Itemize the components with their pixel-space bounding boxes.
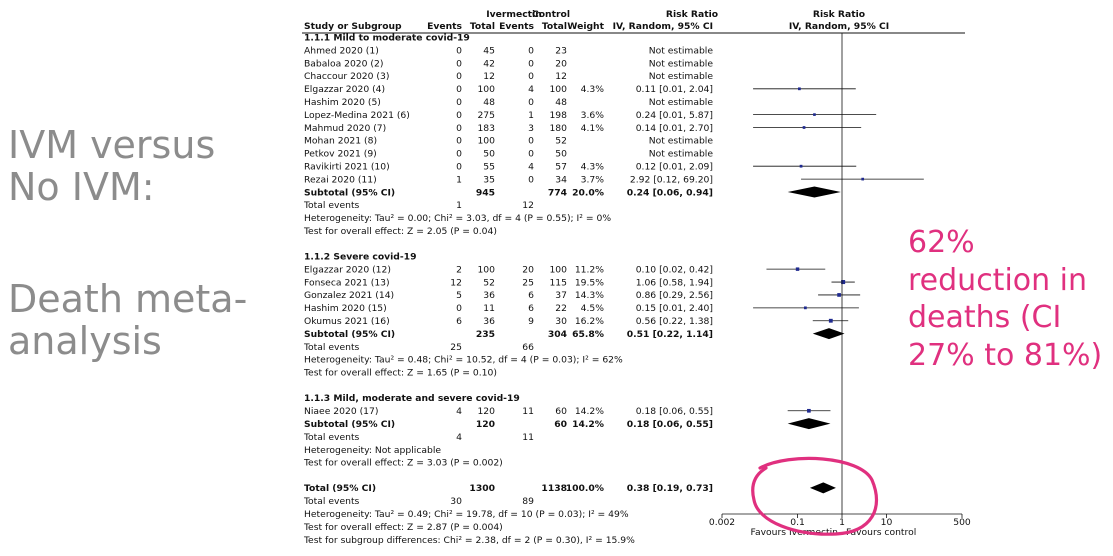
row-label-text: Heterogeneity: Not applicable bbox=[304, 444, 442, 456]
row-label-text: Test for subgroup differences: Chi² = 2.38, df = 2 (P = 0.30), I² = 15.9% bbox=[304, 534, 635, 546]
cell-total-ivermectin: 275 bbox=[477, 109, 495, 121]
cell-events-ivermectin: 0 bbox=[456, 303, 462, 315]
cell-events-ivermectin: 0 bbox=[456, 161, 462, 173]
row-label-events: Total events bbox=[304, 341, 360, 353]
cell-total-ivermectin: 42 bbox=[483, 58, 495, 70]
row-label-study: Mohan 2021 (8) bbox=[304, 135, 378, 147]
cell-total-ivermectin: 50 bbox=[483, 148, 495, 160]
study-point-marker bbox=[807, 409, 811, 413]
cell-ci: Not estimable bbox=[648, 135, 713, 147]
cell-total-control: 34 bbox=[555, 174, 567, 186]
study-point-marker bbox=[803, 126, 806, 129]
header-risk-ratio-text: Risk Ratio bbox=[665, 9, 719, 20]
cell-total-ivermectin: 183 bbox=[477, 122, 495, 134]
study-point-marker bbox=[800, 165, 803, 168]
cell-total-ivermectin: 52 bbox=[483, 277, 495, 289]
cell-total-control: 100 bbox=[549, 84, 567, 96]
annotation-line-4: 27% to 81%) bbox=[908, 337, 1103, 373]
study-point-marker bbox=[829, 319, 833, 323]
cell-events-control: 11 bbox=[522, 431, 534, 443]
row-label-study: Ravikirti 2021 (10) bbox=[304, 161, 390, 173]
row-label-heading: 1.1.2 Severe covid-19 bbox=[304, 251, 417, 263]
row-label-text: Test for overall effect: Z = 2.05 (P = 0.04) bbox=[304, 226, 497, 237]
study-point-marker bbox=[813, 113, 816, 116]
cell-total-control: 12 bbox=[555, 71, 567, 83]
row-label-events: Total events bbox=[304, 496, 360, 508]
header-control: Control bbox=[532, 9, 570, 20]
row-label-text: Heterogeneity: Tau² = 0.49; Chi² = 19.78, df = 10 (P = 0.03); I² = 49% bbox=[304, 509, 629, 521]
cell-ci: 0.24 [0.01, 5.87] bbox=[635, 109, 713, 121]
cell-ci: Not estimable bbox=[648, 148, 713, 160]
slide-subtitle-line-1: Death meta- bbox=[8, 277, 248, 321]
row-label-text: Test for overall effect: Z = 2.87 (P = 0.004) bbox=[304, 521, 503, 533]
row-label-text: Test for overall effect: Z = 1.65 (P = 0.10) bbox=[304, 367, 497, 379]
cell-weight: 4.1% bbox=[580, 122, 604, 134]
cell-total-ivermectin: 11 bbox=[483, 303, 495, 315]
cell-events-ivermectin: 0 bbox=[456, 97, 462, 108]
study-point-marker bbox=[804, 306, 807, 309]
row-label-study: Babaloa 2020 (2) bbox=[304, 58, 384, 70]
cell-total-control: 180 bbox=[549, 122, 567, 134]
cell-total-control: 48 bbox=[555, 97, 567, 108]
x-axis-tick-label: 0.002 bbox=[708, 517, 736, 528]
cell-ci: Not estimable bbox=[648, 45, 713, 57]
cell-events-ivermectin: 2 bbox=[456, 264, 462, 276]
cell-total-ivermectin: 48 bbox=[483, 97, 495, 108]
pooled-estimate-diamond bbox=[813, 328, 845, 339]
cell-total-ivermectin: 945 bbox=[475, 187, 495, 199]
cell-ci: 0.15 [0.01, 2.40] bbox=[635, 303, 713, 315]
x-axis-tick-label: 10 bbox=[880, 517, 893, 528]
annotation-line-3: deaths (CI bbox=[908, 300, 1062, 335]
cell-events-ivermectin: 12 bbox=[450, 277, 462, 289]
cell-events-control: 0 bbox=[528, 45, 534, 57]
cell-total-control: 37 bbox=[555, 290, 567, 302]
cell-events-ivermectin: 0 bbox=[456, 84, 462, 96]
study-point-marker bbox=[796, 267, 799, 270]
row-label-heading: 1.1.1 Mild to moderate covid-19 bbox=[304, 32, 470, 44]
row-label-study: Niaee 2020 (17) bbox=[304, 406, 379, 418]
cell-total-ivermectin: 120 bbox=[475, 418, 495, 430]
row-label-text: Test for overall effect: Z = 3.03 (P = 0.002) bbox=[304, 457, 503, 469]
cell-events-ivermectin: 0 bbox=[456, 135, 462, 147]
cell-events-control: 12 bbox=[522, 200, 534, 212]
cell-total-control: 100 bbox=[549, 264, 567, 276]
cell-events-ivermectin: 0 bbox=[456, 148, 462, 160]
row-label-study: Hashim 2020 (5) bbox=[304, 97, 381, 108]
cell-events-ivermectin: 0 bbox=[456, 122, 462, 134]
cell-ci: 0.56 [0.22, 1.38] bbox=[635, 316, 713, 328]
row-label-text: Heterogeneity: Tau² = 0.00; Chi² = 3.03, df = 4 (P = 0.55); I² = 0% bbox=[304, 213, 612, 225]
cell-events-control: 4 bbox=[528, 84, 534, 96]
row-label-study: Gonzalez 2021 (14) bbox=[304, 290, 395, 302]
cell-events-ivermectin: 5 bbox=[456, 290, 462, 302]
cell-total-control: 23 bbox=[555, 45, 567, 57]
cell-total-control: 304 bbox=[547, 328, 567, 340]
row-label-study: Ahmed 2020 (1) bbox=[304, 45, 379, 57]
header-events-ivermectin: Events bbox=[427, 21, 462, 32]
row-label-subtotal: Subtotal (95% CI) bbox=[304, 187, 396, 199]
row-label-study: Rezai 2020 (11) bbox=[304, 174, 377, 186]
cell-ci: 2.92 [0.12, 69.20] bbox=[629, 174, 713, 186]
cell-weight: 14.2% bbox=[572, 418, 604, 430]
pooled-estimate-diamond bbox=[810, 482, 836, 493]
cell-total-control: 30 bbox=[555, 316, 567, 328]
cell-total-control: 198 bbox=[549, 109, 567, 121]
cell-events-ivermectin: 0 bbox=[456, 58, 462, 70]
cell-total-control: 57 bbox=[555, 161, 567, 173]
cell-weight: 4.5% bbox=[580, 303, 604, 315]
study-point-marker bbox=[837, 293, 841, 297]
cell-weight: 19.5% bbox=[574, 277, 604, 289]
study-point-marker bbox=[798, 87, 801, 90]
x-axis-tick-label: 0.1 bbox=[790, 517, 805, 528]
cell-ci: 0.10 [0.02, 0.42] bbox=[635, 264, 713, 276]
header-total-control: Total bbox=[541, 21, 567, 32]
cell-events-ivermectin: 1 bbox=[456, 174, 462, 186]
cell-events-ivermectin: 25 bbox=[450, 341, 462, 353]
pooled-estimate-diamond bbox=[788, 418, 831, 429]
cell-ci: 0.11 [0.01, 2.04] bbox=[635, 84, 713, 96]
cell-ci: 0.86 [0.29, 2.56] bbox=[635, 290, 713, 302]
cell-total-ivermectin: 100 bbox=[477, 264, 495, 276]
row-label-events: Total events bbox=[304, 431, 360, 443]
cell-total-ivermectin: 36 bbox=[483, 316, 495, 328]
cell-total-ivermectin: 35 bbox=[483, 174, 495, 186]
cell-ci: Not estimable bbox=[648, 71, 713, 83]
cell-ci: 0.18 [0.06, 0.55] bbox=[635, 406, 713, 418]
cell-ci: 0.24 [0.06, 0.94] bbox=[626, 187, 713, 199]
row-label-study: Fonseca 2021 (13) bbox=[304, 277, 390, 289]
result-annotation bbox=[908, 224, 1102, 374]
cell-weight: 3.6% bbox=[580, 109, 604, 121]
cell-total-control: 115 bbox=[549, 277, 567, 289]
cell-ci: 0.38 [0.19, 0.73] bbox=[626, 483, 713, 495]
row-label-subtotal: Subtotal (95% CI) bbox=[304, 328, 396, 340]
row-label-events: Total events bbox=[304, 200, 360, 212]
cell-ci: 0.18 [0.06, 0.55] bbox=[626, 418, 713, 430]
cell-events-control: 6 bbox=[528, 303, 534, 315]
pooled-estimate-diamond bbox=[788, 187, 841, 198]
row-label-study: Chaccour 2020 (3) bbox=[304, 71, 390, 83]
cell-events-control: 0 bbox=[528, 58, 534, 70]
cell-total-ivermectin: 235 bbox=[475, 328, 495, 340]
row-label-subtotal: Total (95% CI) bbox=[304, 483, 377, 495]
cell-events-control: 6 bbox=[528, 290, 534, 302]
cell-events-ivermectin: 0 bbox=[456, 45, 462, 57]
cell-events-control: 0 bbox=[528, 71, 534, 83]
cell-events-control: 25 bbox=[522, 277, 534, 289]
cell-events-control: 0 bbox=[528, 174, 534, 186]
favours-ivermectin-label: Favours Ivermectin bbox=[750, 527, 838, 538]
cell-total-ivermectin: 45 bbox=[483, 45, 495, 57]
cell-total-control: 22 bbox=[555, 303, 567, 315]
cell-events-control: 3 bbox=[528, 122, 534, 134]
row-label-text: Heterogeneity: Tau² = 0.48; Chi² = 10.52, df = 4 (P = 0.03); I² = 62% bbox=[304, 354, 623, 366]
row-label-study: Okumus 2021 (16) bbox=[304, 316, 390, 328]
cell-events-ivermectin: 1 bbox=[456, 200, 462, 212]
cell-ci: 0.51 [0.22, 1.14] bbox=[626, 328, 713, 340]
highlight-circle bbox=[753, 458, 877, 534]
cell-total-ivermectin: 55 bbox=[483, 161, 495, 173]
cell-weight: 14.2% bbox=[574, 406, 604, 418]
cell-total-ivermectin: 100 bbox=[477, 135, 495, 147]
cell-events-ivermectin: 4 bbox=[456, 431, 462, 443]
favours-control-label: Favours control bbox=[846, 527, 917, 538]
cell-weight: 16.2% bbox=[574, 316, 604, 328]
cell-weight: 4.3% bbox=[580, 84, 604, 96]
study-point-marker bbox=[861, 178, 864, 181]
cell-weight: 14.3% bbox=[574, 290, 604, 302]
cell-events-control: 11 bbox=[522, 406, 534, 418]
cell-weight: 100.0% bbox=[565, 483, 604, 495]
header-total-ivermectin: Total bbox=[469, 21, 495, 32]
cell-events-ivermectin: 0 bbox=[456, 71, 462, 83]
cell-events-control: 89 bbox=[522, 496, 534, 508]
row-label-study: Elgazzar 2020 (12) bbox=[304, 264, 391, 276]
cell-total-control: 60 bbox=[554, 418, 567, 430]
cell-total-control: 50 bbox=[555, 148, 567, 160]
cell-events-control: 66 bbox=[522, 341, 534, 353]
cell-ci: Not estimable bbox=[648, 58, 713, 70]
cell-total-control: 20 bbox=[555, 58, 567, 70]
cell-ci: 1.06 [0.58, 1.94] bbox=[635, 277, 713, 289]
slide-title-line-2: No IVM: bbox=[8, 165, 155, 209]
header-weight: Weight bbox=[567, 21, 604, 32]
cell-total-control: 60 bbox=[555, 406, 567, 418]
cell-ci: 0.14 [0.01, 2.70] bbox=[635, 122, 713, 134]
cell-events-control: 20 bbox=[522, 264, 534, 276]
cell-weight: 20.0% bbox=[572, 187, 604, 199]
cell-total-control: 52 bbox=[555, 135, 567, 147]
header-study: Study or Subgroup bbox=[304, 21, 402, 32]
cell-events-control: 0 bbox=[528, 148, 534, 160]
cell-events-control: 4 bbox=[528, 161, 534, 173]
annotation-line-2: reduction in bbox=[908, 262, 1088, 298]
cell-total-ivermectin: 120 bbox=[477, 406, 495, 418]
row-label-study: Petkov 2021 (9) bbox=[304, 148, 377, 160]
cell-total-ivermectin: 100 bbox=[477, 84, 495, 96]
cell-events-control: 1 bbox=[528, 109, 534, 121]
cell-events-ivermectin: 30 bbox=[450, 496, 462, 508]
cell-total-control: 774 bbox=[547, 187, 567, 199]
cell-total-ivermectin: 1300 bbox=[469, 483, 495, 495]
row-label-heading: 1.1.3 Mild, moderate and severe covid-19 bbox=[304, 393, 520, 405]
header-ivermectin: Ivermectin bbox=[486, 9, 542, 20]
cell-events-control: 0 bbox=[528, 135, 534, 147]
cell-total-ivermectin: 36 bbox=[483, 290, 495, 302]
row-label-subtotal: Subtotal (95% CI) bbox=[304, 418, 396, 430]
x-axis-tick-label: 1 bbox=[839, 517, 845, 528]
cell-ci: Not estimable bbox=[648, 97, 713, 108]
cell-weight: 3.7% bbox=[580, 174, 604, 186]
header-ci: IV, Random, 95% CI bbox=[612, 21, 713, 32]
cell-events-control: 0 bbox=[528, 97, 534, 108]
cell-weight: 65.8% bbox=[572, 328, 604, 340]
slide-subtitle-line-2: analysis bbox=[8, 319, 162, 363]
cell-events-control: 9 bbox=[528, 316, 534, 328]
header-events-control: Events bbox=[499, 21, 534, 32]
row-label-study: Elgazzar 2020 (4) bbox=[304, 84, 386, 96]
cell-events-ivermectin: 4 bbox=[456, 406, 462, 418]
cell-weight: 11.2% bbox=[574, 264, 604, 276]
cell-total-ivermectin: 12 bbox=[483, 71, 495, 83]
cell-total-control: 1138 bbox=[541, 483, 567, 495]
row-label-study: Hashim 2020 (15) bbox=[304, 303, 387, 315]
cell-ci: 0.12 [0.01, 2.09] bbox=[635, 161, 713, 173]
row-label-study: Lopez-Medina 2021 (6) bbox=[304, 109, 410, 121]
header-risk-ratio-plot: Risk Ratio bbox=[812, 9, 866, 20]
slide-title-line-1: IVM versus bbox=[8, 123, 216, 167]
cell-events-ivermectin: 0 bbox=[456, 109, 462, 121]
cell-weight: 4.3% bbox=[580, 161, 604, 173]
cell-events-ivermectin: 6 bbox=[456, 316, 462, 328]
annotation-line-1: 62% bbox=[908, 225, 975, 260]
x-axis-tick-label: 500 bbox=[953, 517, 971, 528]
header-plot-ci: IV, Random, 95% CI bbox=[788, 21, 890, 32]
row-label-study: Mahmud 2020 (7) bbox=[304, 122, 387, 134]
